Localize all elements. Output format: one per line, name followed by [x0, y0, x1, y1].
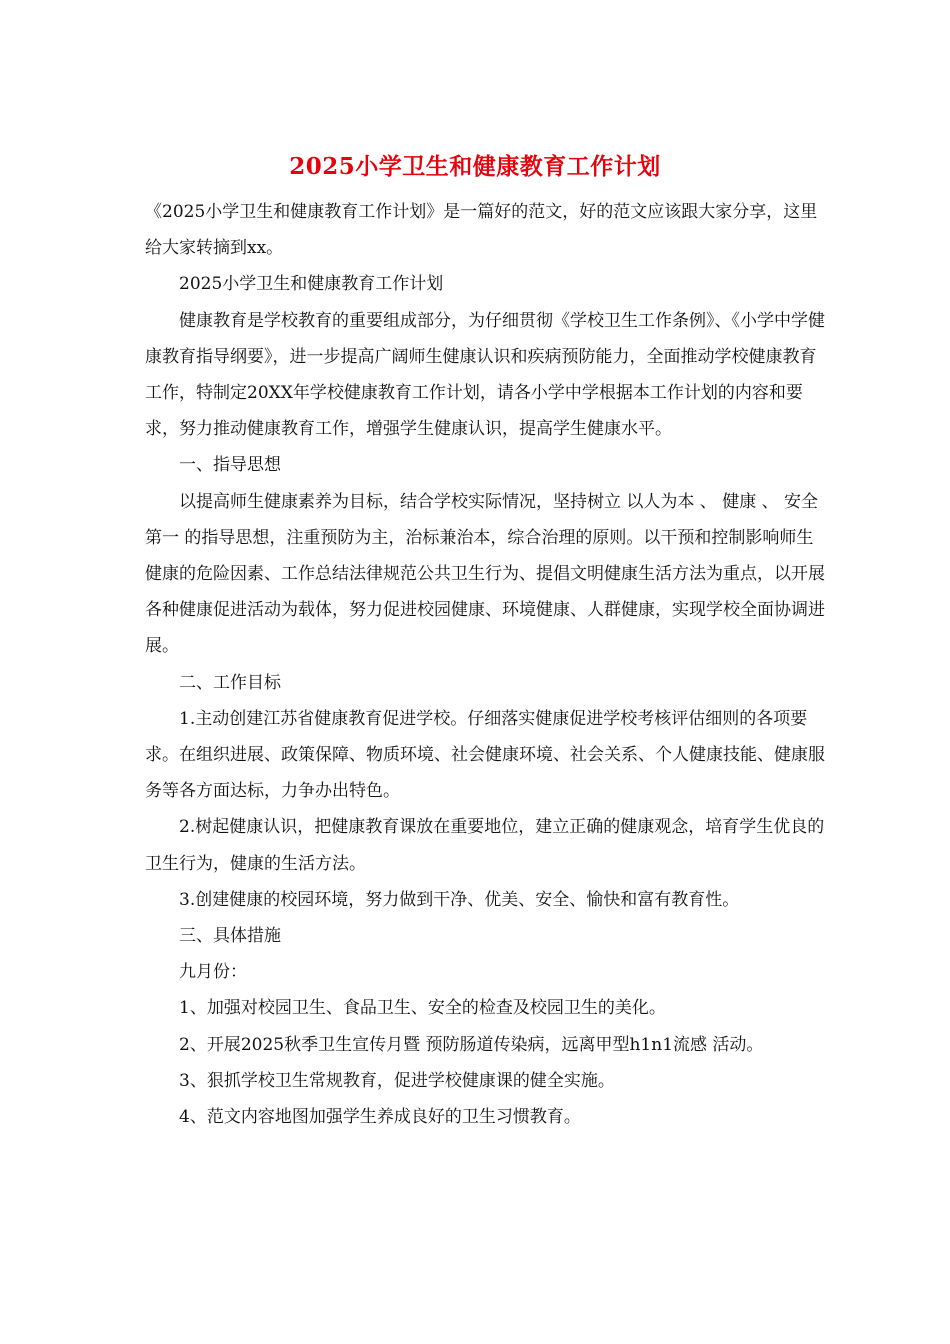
section-heading-guiding-ideology: 一、指导思想 [179, 455, 281, 476]
subtitle-paragraph: 2025小学卫生和健康教育工作计划 [179, 274, 444, 295]
section-heading-measures: 三、具体措施 [179, 926, 281, 947]
measure-item-1: 1、加强对校园卫生、食品卫生、安全的检查及校园卫生的美化。 [179, 998, 666, 1019]
guiding-ideology-paragraph: 以提高师生健康素养为目标，结合学校实际情况，坚持树立 以人为本 、 健康 、 安全第一 的指导思想，注重预防为主，治标兼治本，综合治理的原则。以干预和控制影响师生健康的危险因素、工作总结法律规范公共卫生行为、提倡文明健康生活方法为重点，以开展各种健康促进活动为载体，努力促进校园健康、环境健康、人群健康，实现学校全面协调进展。 [145, 491, 825, 657]
month-heading-september: 九月份： [179, 962, 247, 983]
measure-item-2: 2、开展2025秋季卫生宣传月暨 预防肠道传染病，远离甲型h1n1流感 活动。 [179, 1034, 764, 1055]
measure-item-4: 4、范文内容地图加强学生养成良好的卫生习惯教育。 [179, 1107, 581, 1128]
goal-item-2: 2.树起健康认识，把健康教育课放在重要地位，建立正确的健康观念，培育学生优良的卫生行为，健康的生活方法。 [145, 817, 825, 874]
intro-paragraph: 《2025小学卫生和健康教育工作计划》是一篇好的范文，好的范文应该跟大家分享，这里给大家转摘到xx。 [145, 202, 818, 259]
document-body [145, 194, 825, 1135]
goal-item-3: 3.创建健康的校园环境，努力做到干净、优美、安全、愉快和富有教育性。 [179, 889, 740, 910]
measure-item-3: 3、狠抓学校卫生常规教育，促进学校健康课的健全实施。 [179, 1070, 615, 1091]
document-title: 2025小学卫生和健康教育工作计划 [289, 153, 661, 180]
section-heading-work-goals: 二、工作目标 [179, 672, 281, 693]
goal-item-1: 1.主动创建江苏省健康教育促进学校。仔细落实健康促进学校考核评估细则的各项要求。在组织进展、政策保障、物质环境、社会健康环境、社会关系、个人健康技能、健康服务等各方面达标，力争办出特色。 [145, 708, 825, 802]
overview-paragraph: 健康教育是学校教育的重要组成部分，为仔细贯彻《学校卫生工作条例》、《小学中学健康教育指导纲要》，进一步提高广阔师生健康认识和疾病预防能力，全面推动学校健康教育工作，特制定20XX年学校健康教育工作计划，请各小学中学根据本工作计划的内容和要求，努力推动健康教育工作，增强学生健康认识，提高学生健康水平。 [145, 310, 825, 440]
